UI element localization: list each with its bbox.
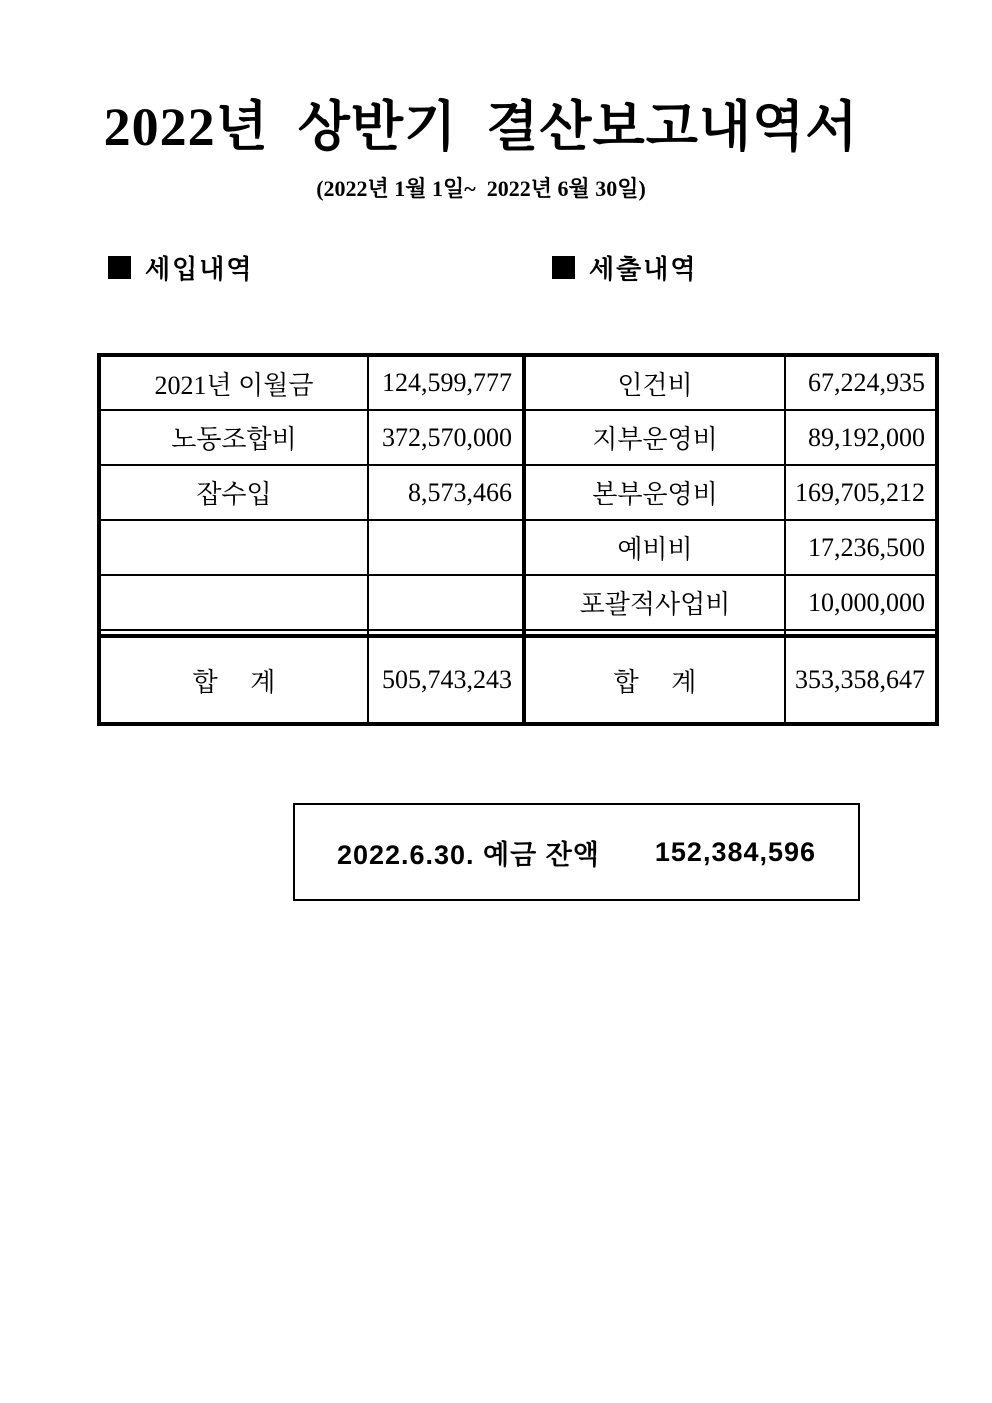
table-row bbox=[99, 465, 937, 520]
expense-item-cell: 지부운영비 bbox=[524, 410, 785, 465]
income-item-cell: 2021년 이월금 bbox=[99, 355, 368, 410]
income-section-header bbox=[108, 249, 253, 286]
black-square-icon bbox=[552, 256, 575, 279]
income-section-label: 세입내역 bbox=[145, 255, 254, 284]
expense-section-header bbox=[552, 249, 697, 286]
deposit-balance-amount: 152,384,596 bbox=[654, 836, 817, 867]
income-amount-cell bbox=[368, 575, 524, 630]
expense-item-cell: 인건비 bbox=[524, 355, 785, 410]
income-total-amount-cell: 505,743,243 bbox=[368, 636, 524, 724]
page-title: 2022년 상반기 결산보고내역서 bbox=[103, 97, 859, 157]
expense-item-cell: 포괄적사업비 bbox=[524, 575, 785, 630]
expense-item-cell: 예비비 bbox=[524, 520, 785, 575]
income-amount-cell: 8,573,466 bbox=[368, 465, 524, 520]
expense-section-label: 세출내역 bbox=[589, 255, 698, 284]
expense-item-cell: 본부운영비 bbox=[524, 465, 785, 520]
deposit-balance-box bbox=[293, 803, 860, 901]
expense-amount-cell: 17,236,500 bbox=[785, 520, 937, 575]
settlement-table bbox=[97, 353, 939, 726]
income-amount-cell bbox=[368, 520, 524, 575]
expense-amount-cell: 89,192,000 bbox=[785, 410, 937, 465]
table-row bbox=[99, 355, 937, 410]
table-row bbox=[99, 410, 937, 465]
income-item-cell bbox=[99, 575, 368, 630]
expense-amount-cell: 169,705,212 bbox=[785, 465, 937, 520]
expense-amount-cell: 10,000,000 bbox=[785, 575, 937, 630]
page-subtitle: (2022년 1월 1일~ 2022년 6월 30일) bbox=[316, 176, 646, 201]
table-row bbox=[99, 520, 937, 575]
income-amount-cell: 372,570,000 bbox=[368, 410, 524, 465]
expense-total-amount-cell: 353,358,647 bbox=[785, 636, 937, 724]
deposit-balance-label: 2022.6.30. 예금 잔액 bbox=[336, 839, 600, 870]
income-amount-cell: 124,599,777 bbox=[368, 355, 524, 410]
total-row bbox=[99, 636, 937, 724]
income-item-cell: 잡수입 bbox=[99, 465, 368, 520]
income-total-label-cell: 합 계 bbox=[99, 636, 368, 724]
expense-amount-cell: 67,224,935 bbox=[785, 355, 937, 410]
black-square-icon bbox=[108, 256, 131, 279]
income-item-cell bbox=[99, 520, 368, 575]
income-item-cell: 노동조합비 bbox=[99, 410, 368, 465]
expense-total-label-cell: 합 계 bbox=[524, 636, 785, 724]
table-row bbox=[99, 575, 937, 630]
